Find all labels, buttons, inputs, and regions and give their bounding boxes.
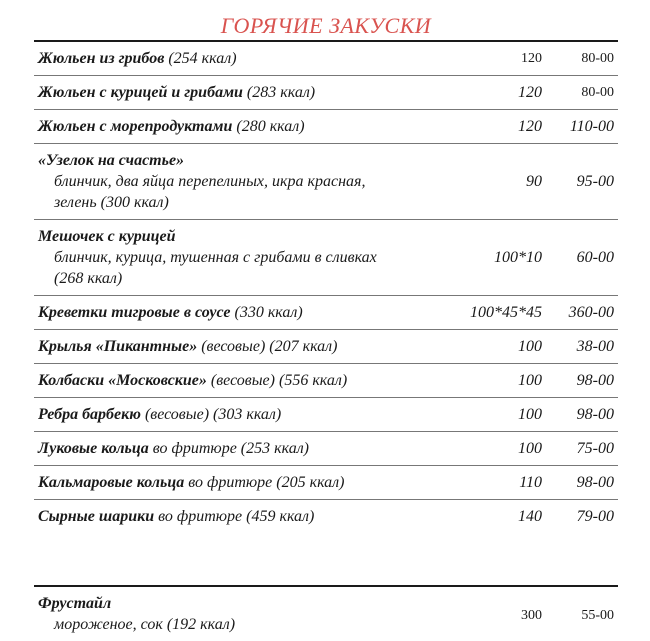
item-weight: 100 [518, 440, 542, 457]
menu-item [34, 42, 618, 76]
menu-item [34, 76, 618, 110]
item-name: Жюльен с курицей и грибами [38, 84, 243, 101]
item-price: 80-00 [581, 51, 614, 66]
item-price: 98-00 [576, 372, 614, 389]
item-calories: во фритюре (253 ккал) [152, 440, 309, 457]
section-title: ГОРЯЧИЕ ЗАКУСКИ [220, 13, 432, 38]
item-weight: 120 [518, 84, 542, 101]
item-name: Жюльен с морепродуктами [38, 118, 233, 135]
section-divider [34, 533, 618, 587]
item-name: Кальмаровые кольца [38, 474, 185, 491]
item-price: 79-00 [576, 508, 614, 525]
item-description: блинчик, курица, тушенная с грибами в сливках [54, 249, 377, 266]
item-price: 60-00 [576, 249, 614, 266]
menu-item [34, 364, 618, 398]
item-name: Луковые кольца [38, 440, 149, 457]
item-price: 95-00 [576, 173, 614, 190]
menu-item [34, 110, 618, 144]
item-description: блинчик, два яйца перепелиных, икра красная, [54, 173, 366, 190]
item-price: 98-00 [576, 474, 614, 491]
item-weight: 100 [518, 338, 542, 355]
item-weight: 90 [526, 173, 542, 190]
item-calories: (весовые) (207 ккал) [201, 338, 338, 355]
item-name: Креветки тигровые в соусе [38, 304, 231, 321]
menu-item [34, 220, 618, 296]
item-calories: (254 ккал) [168, 50, 237, 67]
item-name: Ребра барбекю [38, 406, 141, 423]
item-name: Крылья «Пикантные» [38, 338, 198, 355]
menu-item [34, 432, 618, 466]
item-weight: 140 [518, 508, 542, 525]
menu-item [34, 466, 618, 500]
item-price: 98-00 [576, 406, 614, 423]
menu-item [34, 500, 618, 533]
item-price: 110-00 [569, 118, 614, 135]
item-price: 55-00 [581, 608, 614, 623]
item-name: «Узелок на счастье» [38, 152, 185, 169]
item-weight: 120 [521, 51, 542, 66]
menu-item [34, 144, 618, 220]
item-name: Мешочек с курицей [38, 228, 176, 245]
item-calories: (330 ккал) [234, 304, 303, 321]
item-description: (268 ккал) [54, 270, 123, 287]
item-calories: (280 ккал) [236, 118, 305, 135]
item-price: 75-00 [576, 440, 614, 457]
menu-item [34, 587, 618, 641]
menu-item [34, 296, 618, 330]
item-description: мороженое, сок (192 ккал) [54, 616, 236, 633]
menu-item [34, 398, 618, 432]
item-weight: 100 [518, 372, 542, 389]
item-price: 80-00 [581, 85, 614, 100]
item-price: 360-00 [568, 304, 614, 321]
item-calories: (весовые) (556 ккал) [210, 372, 348, 389]
item-calories: во фритюре (205 ккал) [188, 474, 345, 491]
item-name: Фрустайл [38, 595, 112, 612]
item-calories: (весовые) (303 ккал) [144, 406, 282, 423]
item-calories: во фритюре (459 ккал) [158, 508, 315, 525]
item-weight: 300 [521, 608, 542, 623]
item-name: Колбаски «Московские» [38, 372, 207, 389]
item-calories: (283 ккал) [246, 84, 316, 101]
menu-section [34, 12, 618, 641]
item-description: зелень (300 ккал) [54, 194, 169, 211]
menu-item [34, 330, 618, 364]
item-name: Сырные шарики [38, 508, 155, 525]
item-weight: 120 [518, 118, 542, 135]
item-price: 38-00 [576, 338, 614, 355]
item-weight: 110 [519, 474, 542, 491]
item-weight: 100*45*45 [470, 304, 542, 321]
item-name: Жюльен из грибов [38, 50, 165, 67]
item-weight: 100*10 [494, 249, 542, 266]
item-weight: 100 [518, 406, 542, 423]
